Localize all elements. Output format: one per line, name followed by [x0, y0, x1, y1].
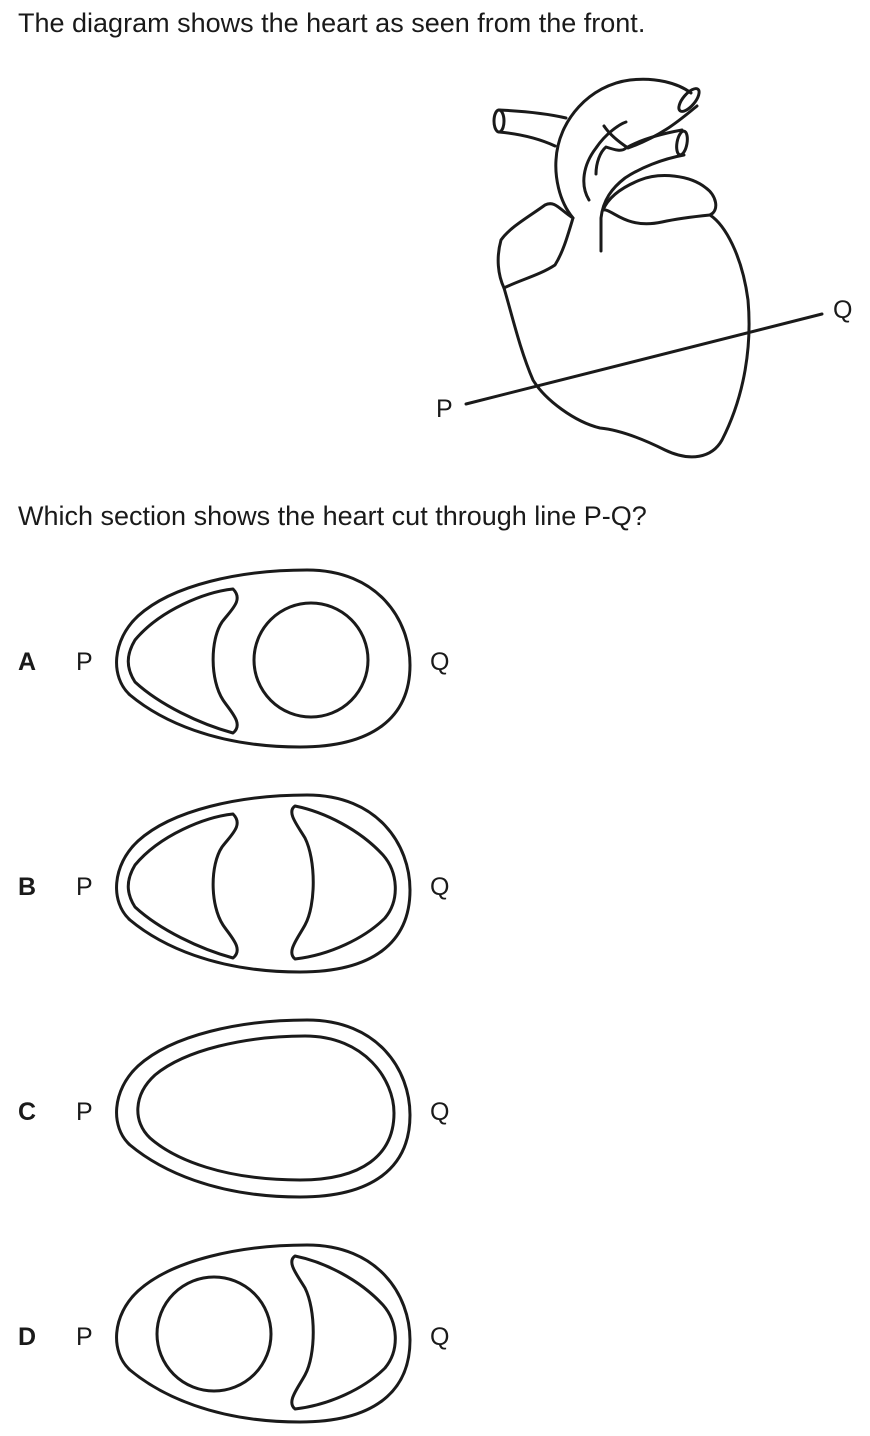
option-label-q: Q	[430, 648, 450, 676]
section-b-diagram	[117, 795, 410, 972]
option-letter: A	[18, 648, 37, 676]
option-b[interactable]	[18, 795, 449, 972]
option-c[interactable]	[18, 1020, 449, 1197]
option-letter: D	[18, 1323, 37, 1351]
option-label-q: Q	[430, 873, 450, 901]
section-a-diagram	[117, 570, 410, 747]
option-label-p: P	[76, 873, 93, 901]
option-label-p: P	[76, 1098, 93, 1126]
question-prompt: Which section shows the heart cut through line P-Q?	[18, 501, 647, 531]
label-q: Q	[833, 296, 853, 324]
option-label-p: P	[76, 1323, 93, 1351]
cut-line-pq	[466, 314, 822, 404]
left-vessel	[494, 110, 566, 146]
option-label-q: Q	[430, 1323, 450, 1351]
option-d[interactable]	[18, 1245, 449, 1422]
question-stem: The diagram shows the heart as seen from the front.	[18, 8, 646, 38]
option-label-p: P	[76, 648, 93, 676]
heart-diagram	[436, 79, 852, 457]
pulmonary-trunk	[596, 130, 689, 251]
label-p: P	[436, 395, 453, 423]
aortic-arch	[556, 79, 703, 218]
heart-body	[504, 176, 749, 457]
section-d-diagram	[117, 1245, 410, 1422]
option-letter: B	[18, 873, 37, 901]
section-c-diagram	[117, 1020, 410, 1197]
right-atrium	[498, 204, 573, 288]
option-label-q: Q	[430, 1098, 450, 1126]
option-a[interactable]	[18, 570, 449, 747]
option-letter: C	[18, 1098, 37, 1126]
